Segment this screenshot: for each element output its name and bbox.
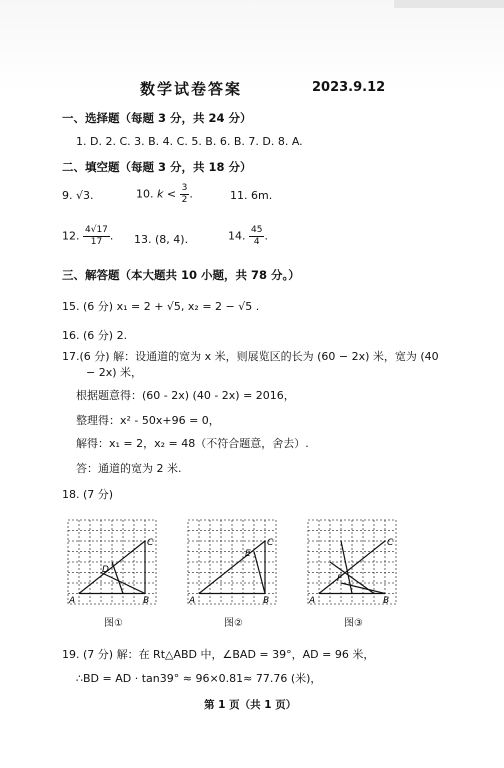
q14-answer: 14. $\frac{45}{4}$ . [228, 225, 268, 247]
q17-line-3: 根据题意得：(60 - 2x) (40 - 2x) = 2016， [76, 389, 295, 402]
label-b: B [143, 596, 150, 606]
segment-eb [254, 552, 265, 594]
q11-answer: 11. 6m. [230, 189, 273, 202]
q19-line-1: 19. (7 分) 解：在 Rt△ABD 中，∠BAD = 39°，AD = 96 米， [62, 648, 375, 661]
q13-answer: 13. (8, 4). [134, 233, 189, 246]
label-e: E [245, 549, 251, 559]
section-2-heading: 二、填空题（每题 3 分，共 18 分） [62, 160, 252, 174]
label-a: A [69, 596, 76, 606]
exam-date: 2023.9.12 [312, 80, 386, 95]
figure-1-caption: 图① [104, 618, 123, 629]
label-f: F [337, 574, 343, 584]
page-title: 数学试卷答案 [140, 80, 243, 98]
section-1-answers: 1. D. 2. C. 3. B. 4. C. 5. B. 6. B. 7. D. 8. A. [76, 135, 303, 148]
page-footer: 第 1 页（共 1 页） [204, 699, 297, 711]
label-d: D [102, 565, 109, 575]
label-b: B [263, 596, 270, 606]
section-3-heading: 三、解答题（本大题共 10 小题，共 78 分。） [62, 268, 300, 282]
label-c: C [267, 538, 274, 548]
section-1-heading: 一、选择题（每题 3 分，共 24 分） [62, 111, 252, 125]
q17-line-2: − 2x) 米， [86, 366, 143, 379]
q15-answer: 15. (6 分) x₁ = 2 + √5, x₂ = 2 − √5 . [62, 300, 260, 313]
q18-heading: 18. (7 分) [62, 488, 114, 501]
q9-answer: 9. √3. [62, 189, 94, 202]
q17-line-4: 整理得：x² - 50x+96 = 0， [76, 414, 220, 427]
figure-1-grid [66, 518, 158, 606]
figure-2-caption: 图② [224, 618, 243, 629]
label-c: C [147, 538, 154, 548]
q12-answer: 12. $\frac{4√17}{17}$ . [62, 225, 114, 247]
q16-answer: 16. (6 分) 2. [62, 329, 128, 342]
figure-3-grid [306, 518, 398, 606]
segment-db [101, 573, 145, 594]
label-b: B [383, 596, 390, 606]
figure-3-caption: 图③ [344, 618, 363, 629]
label-a: A [309, 596, 316, 606]
q17-line-6: 答：通道的宽为 2 米. [76, 462, 182, 475]
page-corner-shadow [394, 0, 504, 8]
label-c: C [387, 538, 394, 548]
q19-line-2: ∴BD = AD · tan39° ≈ 96×0.81≈ 77.76 (米)， [76, 672, 322, 685]
figure-2-grid [186, 518, 278, 606]
segment-dd [112, 562, 123, 594]
q17-line-5: 解得：x₁ = 2，x₂ = 48（不符合题意，舍去）. [76, 437, 309, 450]
q17-line-1: 17.(6 分) 解：设通道的宽为 x 米，则展览区的长为 (60 − 2x) 米，宽为 (40 [62, 350, 439, 363]
label-a: A [189, 596, 196, 606]
q10-answer: 10. k < $\frac{3}{2}$ . [136, 183, 193, 205]
